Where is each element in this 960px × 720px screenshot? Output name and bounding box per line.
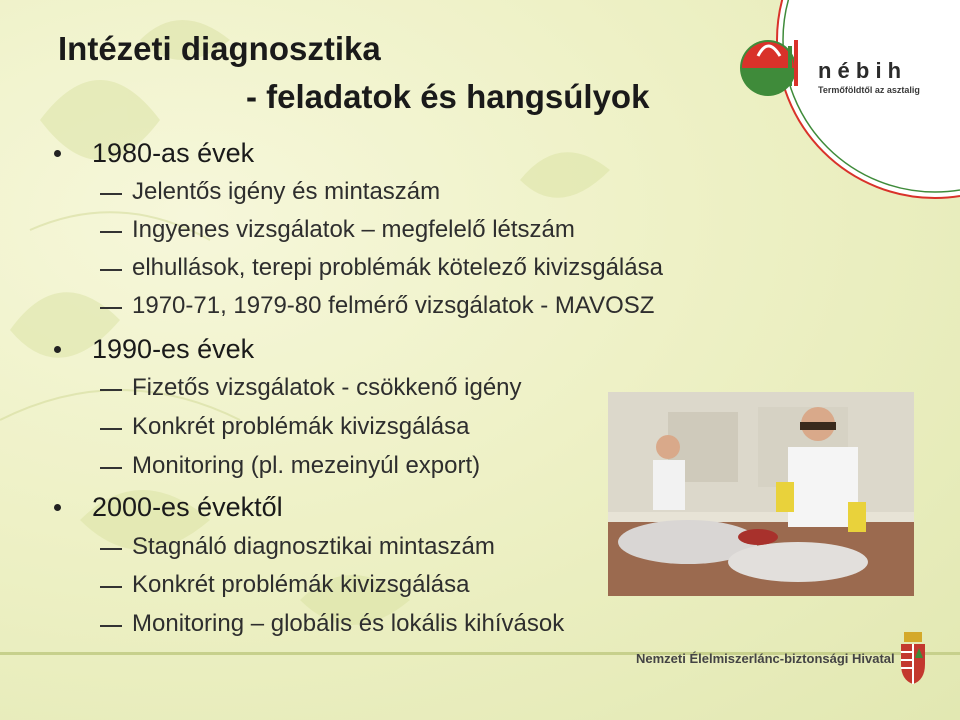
dash-icon — [100, 586, 122, 588]
list-item: Monitoring – globális és lokális kihívások — [132, 610, 564, 638]
bullet-icon — [54, 504, 61, 511]
lab-photo — [608, 392, 914, 596]
footer-institution: Nemzeti Élelmiszerlánc-biztonsági Hivatal — [636, 651, 895, 666]
logo-name: n é b i h — [818, 58, 902, 83]
list-item: Stagnáló diagnosztikai mintaszám — [132, 533, 495, 561]
nebih-logo — [710, 0, 960, 205]
logo-tagline: Termőföldtől az asztalig — [818, 85, 920, 95]
list-item: Fizetős vizsgálatok - csökkenő igény — [132, 374, 522, 402]
dash-icon — [100, 389, 122, 391]
coat-of-arms-icon — [898, 632, 928, 684]
slide-subtitle: - feladatok és hangsúlyok — [246, 78, 650, 115]
slide-title: Intézeti diagnosztika — [58, 30, 381, 67]
list-item: Ingyenes vizsgálatok – megfelelő létszám — [132, 216, 575, 244]
section-heading: 2000-es évektől — [92, 492, 283, 523]
dash-icon — [100, 428, 122, 430]
dash-icon — [100, 269, 122, 271]
bullet-icon — [54, 150, 61, 157]
section-heading: 1980-as évek — [92, 138, 254, 169]
list-item: Konkrét problémák kivizsgálása — [132, 571, 470, 599]
list-item: Monitoring (pl. mezeinyúl export) — [132, 452, 480, 480]
dash-icon — [100, 625, 122, 627]
dash-icon — [100, 467, 122, 469]
list-item: Konkrét problémák kivizsgálása — [132, 413, 470, 441]
list-item: Jelentős igény és mintaszám — [132, 178, 440, 206]
dash-icon — [100, 231, 122, 233]
bullet-icon — [54, 346, 61, 353]
list-item: elhullások, terepi problémák kötelező kivizsgálása — [132, 254, 663, 282]
dash-icon — [100, 307, 122, 309]
dash-icon — [100, 548, 122, 550]
dash-icon — [100, 193, 122, 195]
list-item: 1970-71, 1979-80 felmérő vizsgálatok - MAVOSZ — [132, 292, 654, 320]
section-heading: 1990-es évek — [92, 334, 254, 365]
